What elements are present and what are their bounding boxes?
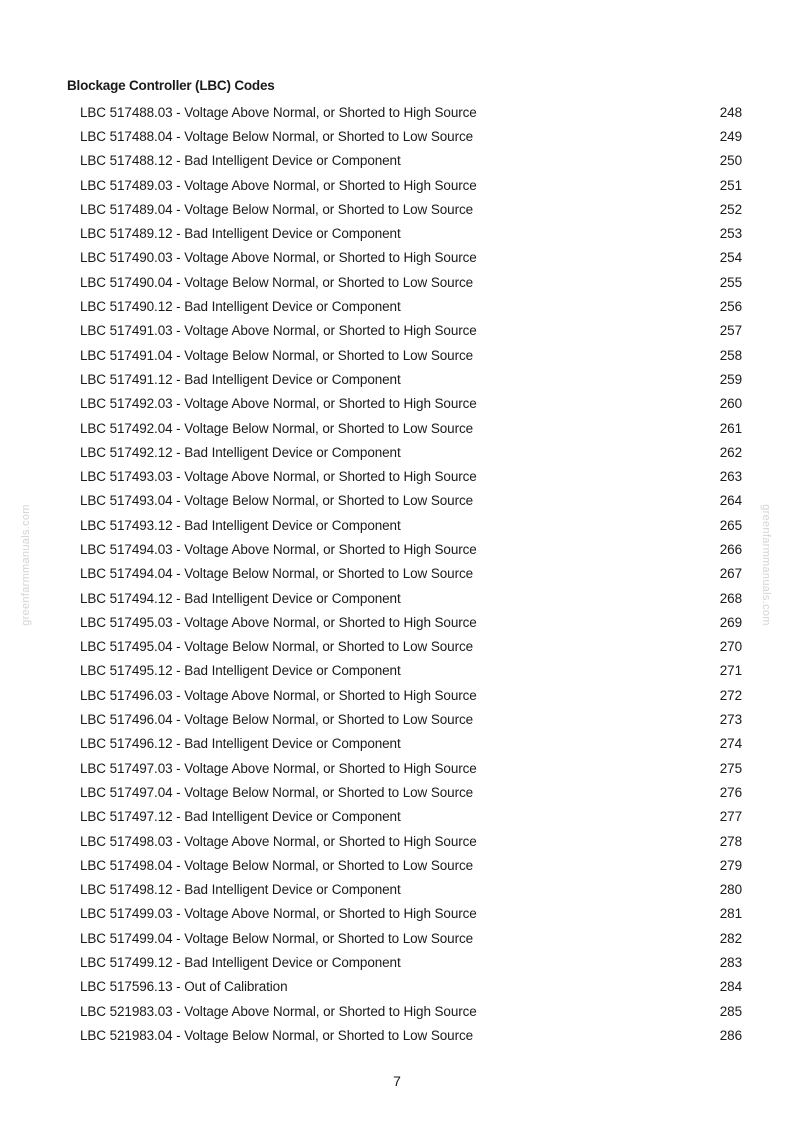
toc-entry-title: LBC 517497.12 - Bad Intelligent Device or Component bbox=[80, 809, 401, 825]
toc-entry-page: 260 bbox=[719, 396, 742, 412]
toc-entry-page: 278 bbox=[719, 833, 742, 849]
toc-entry-title: LBC 517499.12 - Bad Intelligent Device or Component bbox=[80, 955, 401, 971]
toc-entry[interactable] bbox=[80, 829, 742, 853]
toc-entry-title: LBC 517490.03 - Voltage Above Normal, or Shorted to High Source bbox=[80, 250, 477, 266]
toc-entry-title: LBC 517495.12 - Bad Intelligent Device or Component bbox=[80, 663, 401, 679]
toc-entry[interactable] bbox=[80, 586, 742, 610]
toc-entry-page: 254 bbox=[719, 250, 742, 266]
toc-entry[interactable] bbox=[80, 756, 742, 780]
toc-entry[interactable] bbox=[80, 999, 742, 1023]
toc-entry-title: LBC 517495.03 - Voltage Above Normal, or Shorted to High Source bbox=[80, 614, 477, 630]
toc-entry[interactable] bbox=[80, 246, 742, 270]
toc-entry-page: 268 bbox=[719, 590, 742, 606]
toc-entry-page: 273 bbox=[719, 712, 742, 728]
toc-entry[interactable] bbox=[80, 392, 742, 416]
toc-entry-title: LBC 517499.04 - Voltage Below Normal, or Shorted to Low Source bbox=[80, 930, 474, 946]
toc-entry[interactable] bbox=[80, 902, 742, 926]
toc-entry-page: 253 bbox=[719, 226, 742, 242]
toc-entry-page: 284 bbox=[719, 979, 742, 995]
toc-entry-title: LBC 517493.03 - Voltage Above Normal, or Shorted to High Source bbox=[80, 469, 477, 485]
toc-entry-title: LBC 517489.03 - Voltage Above Normal, or Shorted to High Source bbox=[80, 177, 477, 193]
toc-entry-page: 275 bbox=[719, 760, 742, 776]
toc-entry-page: 281 bbox=[719, 906, 742, 922]
toc-entry-title: LBC 517494.12 - Bad Intelligent Device or Component bbox=[80, 590, 401, 606]
toc-entry[interactable] bbox=[80, 149, 742, 173]
toc-entry-page: 282 bbox=[719, 930, 742, 946]
toc-entry[interactable] bbox=[80, 440, 742, 464]
watermark-left: greenfarmmanuals.com bbox=[20, 504, 32, 626]
toc-entry[interactable] bbox=[80, 124, 742, 148]
toc-entry-title: LBC 517495.04 - Voltage Below Normal, or Shorted to Low Source bbox=[80, 639, 474, 655]
toc-entry[interactable] bbox=[80, 732, 742, 756]
toc-entry-title: LBC 517498.12 - Bad Intelligent Device or Component bbox=[80, 882, 401, 898]
toc-entry[interactable] bbox=[80, 926, 742, 950]
toc-entry[interactable] bbox=[80, 562, 742, 586]
toc-entry-title: LBC 517499.03 - Voltage Above Normal, or Shorted to High Source bbox=[80, 906, 477, 922]
toc-entry-title: LBC 517498.04 - Voltage Below Normal, or Shorted to Low Source bbox=[80, 857, 474, 873]
toc-entry[interactable] bbox=[80, 805, 742, 829]
toc-entry-page: 251 bbox=[719, 177, 742, 193]
toc-entry[interactable] bbox=[80, 1023, 742, 1047]
toc-entry-page: 255 bbox=[719, 274, 742, 290]
toc-entry[interactable] bbox=[80, 197, 742, 221]
toc-entry-page: 283 bbox=[719, 955, 742, 971]
toc-entry-page: 266 bbox=[719, 541, 742, 557]
toc-entry-page: 257 bbox=[719, 323, 742, 339]
toc-entry-title: LBC 517496.04 - Voltage Below Normal, or Shorted to Low Source bbox=[80, 712, 474, 728]
toc-entry[interactable] bbox=[80, 221, 742, 245]
toc-entry[interactable] bbox=[80, 319, 742, 343]
toc-entry-page: 276 bbox=[719, 784, 742, 800]
toc-entry-page: 285 bbox=[719, 1003, 742, 1019]
toc-entry-title: LBC 517490.12 - Bad Intelligent Device or Component bbox=[80, 299, 401, 315]
section-title: Blockage Controller (LBC) Codes bbox=[67, 78, 275, 93]
toc-entry-page: 269 bbox=[719, 614, 742, 630]
toc-entry-title: LBC 521983.03 - Voltage Above Normal, or Shorted to High Source bbox=[80, 1003, 477, 1019]
toc-entry-title: LBC 517488.03 - Voltage Above Normal, or Shorted to High Source bbox=[80, 104, 477, 120]
toc-entry[interactable] bbox=[80, 294, 742, 318]
toc-entry-title: LBC 517492.12 - Bad Intelligent Device or Component bbox=[80, 444, 401, 460]
toc-entry[interactable] bbox=[80, 707, 742, 731]
toc-entry-page: 272 bbox=[719, 687, 742, 703]
toc-entry[interactable] bbox=[80, 878, 742, 902]
toc-entry-page: 274 bbox=[719, 736, 742, 752]
toc-entry[interactable] bbox=[80, 367, 742, 391]
toc-entry[interactable] bbox=[80, 343, 742, 367]
toc-entry[interactable] bbox=[80, 683, 742, 707]
toc-entry-title: LBC 517496.03 - Voltage Above Normal, or Shorted to High Source bbox=[80, 687, 477, 703]
toc-entry-title: LBC 517489.12 - Bad Intelligent Device or Component bbox=[80, 226, 401, 242]
toc-entry[interactable] bbox=[80, 659, 742, 683]
toc-entry-page: 277 bbox=[719, 809, 742, 825]
toc-entry-title: LBC 517596.13 - Out of Calibration bbox=[80, 979, 288, 995]
toc-entry-title: LBC 517492.04 - Voltage Below Normal, or Shorted to Low Source bbox=[80, 420, 474, 436]
toc-entry-title: LBC 517493.12 - Bad Intelligent Device or Component bbox=[80, 517, 401, 533]
toc-entry-page: 248 bbox=[719, 104, 742, 120]
toc-entry-title: LBC 517491.03 - Voltage Above Normal, or Shorted to High Source bbox=[80, 323, 477, 339]
toc-entry-title: LBC 517496.12 - Bad Intelligent Device or Component bbox=[80, 736, 401, 752]
page-number: 7 bbox=[393, 1073, 401, 1089]
toc-entry-page: 271 bbox=[719, 663, 742, 679]
toc-entry[interactable] bbox=[80, 610, 742, 634]
toc-entry[interactable] bbox=[80, 489, 742, 513]
toc-entry[interactable] bbox=[80, 950, 742, 974]
toc-entry[interactable] bbox=[80, 635, 742, 659]
toc-entry-title: LBC 517492.03 - Voltage Above Normal, or Shorted to High Source bbox=[80, 396, 477, 412]
toc-entry-page: 250 bbox=[719, 153, 742, 169]
toc-entry-page: 279 bbox=[719, 857, 742, 873]
toc-entry-page: 265 bbox=[719, 517, 742, 533]
toc-entry-title: LBC 517491.12 - Bad Intelligent Device or Component bbox=[80, 371, 401, 387]
toc-entry[interactable] bbox=[80, 270, 742, 294]
toc-entry-page: 258 bbox=[719, 347, 742, 363]
toc-entry-title: LBC 517491.04 - Voltage Below Normal, or Shorted to Low Source bbox=[80, 347, 474, 363]
toc-entry-title: LBC 517488.04 - Voltage Below Normal, or Shorted to Low Source bbox=[80, 128, 474, 144]
toc-entry-page: 280 bbox=[719, 882, 742, 898]
toc-entry[interactable] bbox=[80, 513, 742, 537]
toc-entry-page: 259 bbox=[719, 371, 742, 387]
toc-entry[interactable] bbox=[80, 416, 742, 440]
toc-entry-title: LBC 517489.04 - Voltage Below Normal, or Shorted to Low Source bbox=[80, 201, 474, 217]
toc-entry-title: LBC 521983.04 - Voltage Below Normal, or Shorted to Low Source bbox=[80, 1027, 474, 1043]
toc-list bbox=[80, 100, 742, 1048]
toc-entry-page: 261 bbox=[719, 420, 742, 436]
toc-entry-page: 286 bbox=[719, 1027, 742, 1043]
toc-entry-title: LBC 517490.04 - Voltage Below Normal, or Shorted to Low Source bbox=[80, 274, 474, 290]
toc-entry[interactable] bbox=[80, 100, 742, 124]
watermark-right: greenfarmmanuals.com bbox=[760, 504, 772, 626]
toc-entry-page: 256 bbox=[719, 299, 742, 315]
toc-entry-title: LBC 517494.04 - Voltage Below Normal, or Shorted to Low Source bbox=[80, 566, 474, 582]
toc-entry[interactable] bbox=[80, 537, 742, 561]
toc-entry-page: 264 bbox=[719, 493, 742, 509]
toc-entry-title: LBC 517488.12 - Bad Intelligent Device or Component bbox=[80, 153, 401, 169]
toc-entry-title: LBC 517497.03 - Voltage Above Normal, or Shorted to High Source bbox=[80, 760, 477, 776]
toc-entry-page: 263 bbox=[719, 469, 742, 485]
toc-entry-page: 270 bbox=[719, 639, 742, 655]
toc-entry[interactable] bbox=[80, 464, 742, 488]
toc-entry[interactable] bbox=[80, 173, 742, 197]
toc-entry-title: LBC 517498.03 - Voltage Above Normal, or Shorted to High Source bbox=[80, 833, 477, 849]
toc-entry-title: LBC 517494.03 - Voltage Above Normal, or Shorted to High Source bbox=[80, 541, 477, 557]
toc-entry-page: 267 bbox=[719, 566, 742, 582]
toc-entry-title: LBC 517493.04 - Voltage Below Normal, or Shorted to Low Source bbox=[80, 493, 474, 509]
toc-entry[interactable] bbox=[80, 853, 742, 877]
toc-entry[interactable] bbox=[80, 975, 742, 999]
toc-entry-page: 249 bbox=[719, 128, 742, 144]
toc-entry-page: 252 bbox=[719, 201, 742, 217]
toc-entry-page: 262 bbox=[719, 444, 742, 460]
toc-entry[interactable] bbox=[80, 780, 742, 804]
toc-entry-title: LBC 517497.04 - Voltage Below Normal, or Shorted to Low Source bbox=[80, 784, 474, 800]
